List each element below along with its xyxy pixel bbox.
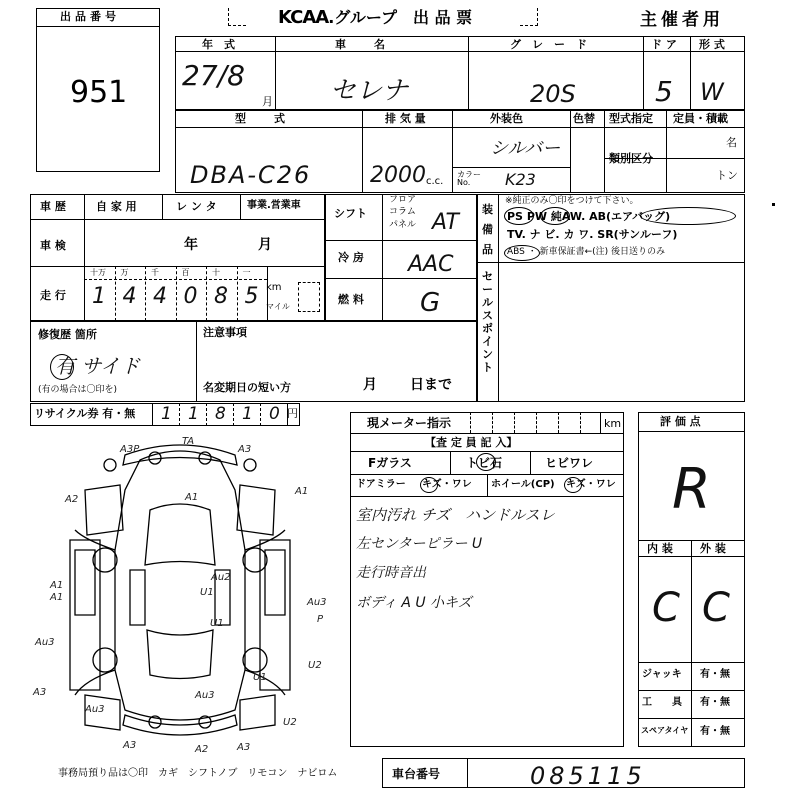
mileage-digit: 1	[92, 284, 106, 309]
history-label: 車 歴	[40, 200, 66, 213]
name-value: セレナ	[330, 76, 409, 106]
door-mirror-options[interactable]: キズ・ワレ	[422, 479, 472, 490]
fuel-label: 燃 料	[338, 293, 364, 306]
tools-have-none[interactable]: 有・無	[700, 697, 730, 708]
year-value: 27/8	[182, 59, 245, 92]
damage-mark: A2	[195, 744, 209, 755]
jack-label: ジャッキ	[642, 669, 682, 680]
body-type-value: W	[700, 78, 724, 106]
name-change-deadline-label: 名変期日の短い方	[203, 381, 291, 394]
equipment-line-1: PS PW 純AW. AB(エアバッグ)	[507, 210, 671, 223]
damage-mark: A3	[123, 740, 137, 751]
inspection-note: 室内汚れ チズ ハンドルスレ	[356, 506, 555, 524]
damage-mark: P	[317, 614, 324, 625]
year-label: 年 式	[202, 38, 235, 51]
inspector-entry-label: 【査 定 員 記 入】	[425, 436, 518, 449]
mileage-digit: 0	[183, 284, 198, 309]
tools-label: 工 具	[642, 697, 682, 708]
grade-value: 20S	[530, 80, 576, 108]
model-value: DBA-C26	[190, 161, 312, 189]
capacity-label: 定員・積載	[673, 112, 728, 125]
damage-mark: Au2	[211, 572, 231, 583]
repair-history-value: 有 サイド	[55, 354, 140, 378]
inspection-note: 走行時音出	[356, 565, 426, 581]
type-designation-label: 型式指定	[609, 112, 653, 125]
front-glass-label: Fガラス	[368, 456, 412, 470]
wheel-label: ホイール(CP)	[491, 479, 555, 490]
damage-mark: A1	[50, 592, 64, 603]
door-mirror-label: ドアミラー	[356, 479, 406, 490]
shift-option-floor[interactable]: フロア	[389, 195, 417, 205]
damage-mark: U1	[200, 587, 214, 598]
notes-label: 注意事項	[203, 326, 247, 339]
jack-have-none[interactable]: 有・無	[700, 669, 730, 680]
equipment-label: 装備品	[482, 203, 493, 256]
mileage-digit-header: 千	[151, 268, 159, 277]
equipment-line-2: TV. ナ ビ. カ ワ. SR(サンルーフ)	[507, 228, 678, 241]
inspection-label: 車 検	[40, 239, 66, 252]
exterior-grade: C	[702, 585, 730, 631]
shift-label: シフト	[334, 207, 367, 220]
damage-mark: A3	[238, 444, 252, 455]
doors-value: 5	[655, 75, 673, 108]
body-type-label: 形 式	[699, 38, 725, 51]
model-label: 型 式	[235, 112, 287, 125]
spare-tire-have-none[interactable]: 有・無	[700, 726, 730, 737]
inspection-note: 左センターピラー U	[356, 536, 483, 552]
form-title-text: .グループ 出 品 票	[328, 8, 473, 27]
brand-logo: KCAA	[278, 7, 329, 28]
glass-crack-option[interactable]: ヒビワレ	[545, 456, 594, 470]
capacity-unit-persons: 名	[726, 136, 737, 149]
mileage-digit: 5	[244, 284, 259, 309]
grade-label: グ レ ー ド	[510, 38, 587, 51]
color-number-label: カラーNo.	[457, 170, 481, 187]
spare-tire-label: スペアタイヤ	[641, 726, 689, 735]
meter-unit: km	[604, 417, 622, 430]
color-change-label: 色替	[573, 112, 595, 125]
mile-unit: マイル	[266, 302, 290, 311]
history-business[interactable]: 事業.営業車	[247, 200, 301, 211]
organizer-copy-label: 主催者用	[640, 10, 724, 30]
displacement-value: 2000	[370, 163, 426, 188]
interior-label: 内 装	[647, 542, 673, 555]
recycle-digit: 1	[188, 404, 199, 424]
km-unit: km	[266, 282, 282, 293]
inspection-year: 年	[184, 237, 198, 253]
damage-mark: Au3	[195, 690, 215, 701]
class-label: 類別区分	[609, 152, 653, 165]
exterior-color-value: シルバー	[490, 138, 561, 159]
shift-option-column[interactable]: コラム	[389, 207, 416, 217]
damage-mark: U2	[308, 660, 322, 671]
form-title	[278, 9, 472, 27]
history-rental[interactable]: レ ン タ	[176, 200, 217, 213]
inspection-month: 月	[258, 237, 272, 253]
damage-mark: U1	[253, 672, 267, 683]
mileage-digit-header: 十	[212, 268, 220, 277]
score-label: 評 価 点	[660, 415, 701, 428]
damage-mark: TA	[182, 436, 195, 447]
damage-mark: Au3	[35, 637, 55, 648]
repair-history-note: (有の場合は〇印を)	[38, 385, 118, 395]
mileage-digit-header: 百	[181, 268, 190, 277]
lot-number: 951	[70, 75, 128, 110]
repair-history-label: 修復歴 箇所	[38, 328, 97, 341]
damage-mark: U2	[283, 717, 297, 728]
recycle-digit: 8	[215, 404, 226, 424]
chassis-number-label: 車台番号	[392, 767, 441, 781]
recycle-label: リサイクル券 有・無	[34, 407, 136, 420]
ac-label: 冷 房	[338, 251, 364, 264]
exterior-label: 外 装	[700, 542, 726, 555]
damage-mark: A1	[295, 486, 309, 497]
capacity-unit-tons: トン	[716, 169, 738, 182]
chassis-number-value: 085115	[530, 762, 646, 790]
meter-reading-label: 現メーター指示	[367, 416, 452, 430]
mileage-digit-header: 万	[120, 268, 129, 277]
damage-mark: Au3	[85, 704, 105, 715]
glass-chip-option[interactable]: トビ石	[466, 456, 503, 470]
sales-point-label: セールスポイント	[482, 270, 493, 374]
stray-dot	[772, 203, 775, 206]
inspection-note: ボディ A U 小キズ	[356, 595, 472, 611]
mileage-digit: 8	[214, 284, 228, 309]
deadline-month: 月	[363, 377, 377, 393]
mileage-label: 走 行	[40, 289, 66, 302]
lot-number-label: 出品番号	[60, 10, 120, 23]
shift-option-panel[interactable]: パネル	[389, 220, 417, 230]
mileage-digit-header: 一	[242, 268, 251, 277]
recycle-digit: 0	[269, 404, 280, 424]
equipment-line-3: ABS ・ 新車保証書←(注) 後日送りのみ	[507, 247, 666, 257]
damage-mark: Au3	[307, 597, 327, 608]
recycle-digit: 1	[242, 404, 253, 424]
exterior-color-label: 外装色	[490, 112, 523, 125]
vehicle-damage-diagram	[25, 430, 335, 760]
shift-value: AT	[432, 210, 459, 235]
office-custody-note: 事務局預り品は〇印 カギ シフトノブ リモコン ナビロム	[58, 768, 338, 779]
history-private[interactable]: 自 家 用	[96, 200, 137, 213]
mileage-digit: 4	[122, 284, 137, 309]
damage-mark: U1	[210, 618, 224, 629]
equipment-note: ※純正のみ〇印をつけて下さい。	[505, 196, 639, 206]
fuel-value: G	[420, 288, 441, 318]
recycle-digit: 1	[161, 404, 172, 424]
displacement-unit: c.c.	[426, 176, 444, 187]
mileage-digit: 4	[153, 284, 167, 309]
interior-grade: C	[652, 585, 680, 631]
deadline-day: 日まで	[410, 377, 452, 393]
damage-mark: A3	[33, 687, 47, 698]
doors-label: ド ア	[651, 38, 677, 51]
damage-mark: A1	[185, 492, 199, 503]
color-number-value: K23	[505, 170, 536, 189]
damage-mark: A3	[237, 742, 251, 753]
displacement-label: 排 気 量	[385, 112, 426, 125]
wheel-options[interactable]: キズ・ワレ	[566, 479, 616, 490]
damage-mark: A2	[65, 494, 79, 505]
score-value: R	[672, 457, 711, 522]
mileage-digit-header: 十万	[90, 268, 106, 277]
name-label: 車 名	[335, 38, 387, 51]
damage-mark: A1	[50, 580, 64, 591]
damage-mark: A3P	[120, 444, 140, 455]
ac-value: AAC	[408, 252, 454, 277]
month-unit: 月	[262, 95, 273, 108]
recycle-unit: 円	[287, 407, 298, 420]
